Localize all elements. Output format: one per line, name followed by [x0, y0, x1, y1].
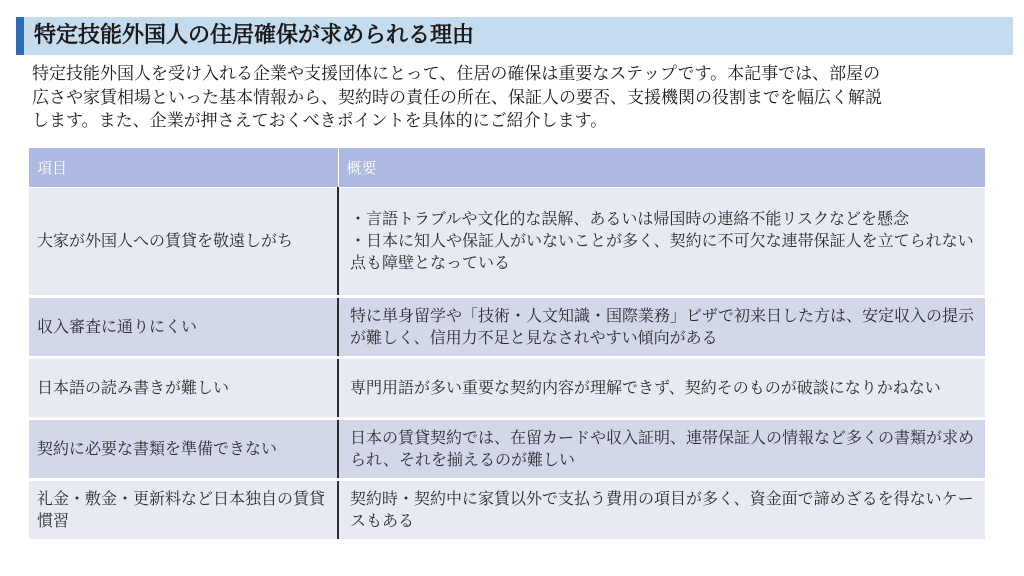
row-item-cell: 大家が外国人への賃貸を敬遠しがち	[29, 187, 338, 296]
row-item-cell: 日本語の読み書きが難しい	[29, 357, 338, 418]
column-header-item: 項目	[29, 148, 338, 187]
row-summary-cell	[338, 296, 985, 357]
intro-line: 特定技能外国人を受け入れる企業や支援団体にとって、住居の確保は重要なステップです。本記事では、部屋の	[32, 64, 881, 84]
summary-bullet: ・言語トラブルや文化的な誤解、あるいは帰国時の連絡不能リスクなどを懸念	[350, 209, 910, 228]
table-row	[29, 418, 985, 479]
intro-paragraph	[32, 63, 1012, 134]
row-summary-cell	[338, 187, 985, 296]
page-title: 特定技能外国人の住居確保が求められる理由	[34, 23, 475, 48]
title-bar	[16, 17, 1013, 55]
intro-line: 広さや家賃相場といった基本情報から、契約時の責任の所在、保証人の要否、支援機関の役割までを幅広く解説	[32, 87, 882, 108]
table-row	[29, 357, 985, 418]
summary-text: 特に単身留学や「技術・人文知識・国際業務」ビザで初来日した方は、安定収入の提示が難しく、信用力不足と見なされやすい傾向がある	[350, 305, 975, 347]
title-accent-bar	[16, 17, 24, 55]
row-item-cell: 収入審査に通りにくい	[29, 296, 338, 357]
row-item-cell: 礼金・敷金・更新料など日本独自の賃貸慣習	[29, 479, 338, 540]
row-summary-cell	[338, 357, 985, 418]
column-header-summary: 概要	[338, 148, 985, 187]
table-header-row	[29, 148, 985, 187]
intro-line: します。また、企業が押さえておくべきポイントを具体的にご紹介します。	[32, 111, 608, 131]
summary-bullet: ・日本に知人や保証人がいないことが多く、契約に不可欠な連帯保証人を立てられない点も障壁となっている	[350, 231, 974, 272]
summary-text: 日本の賃貸契約では、在留カードや収入証明、連帯保証人の情報など多くの書類が求められ、それを揃えるのが難しい	[350, 427, 975, 469]
table-row	[29, 479, 985, 540]
table-row	[29, 296, 985, 357]
reasons-table	[29, 148, 985, 542]
row-summary-cell	[338, 479, 985, 540]
table-row	[29, 187, 985, 296]
summary-text: 専門用語が多い重要な契約内容が理解できず、契約そのものが破談になりかねない	[350, 377, 941, 397]
row-item-cell: 契約に必要な書類を準備できない	[29, 418, 338, 479]
summary-text: 契約時・契約中に家賃以外で支払う費用の項目が多く、資金面で諦めざるを得ないケースもある	[350, 488, 974, 530]
row-summary-cell	[338, 418, 985, 479]
